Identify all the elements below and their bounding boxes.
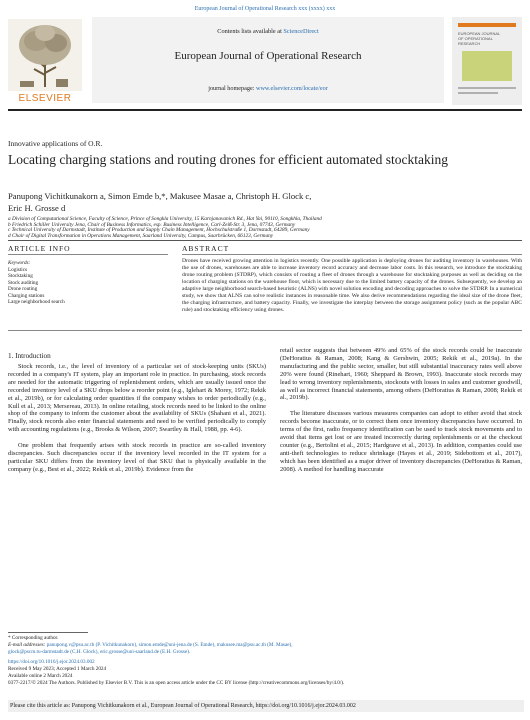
article-info-rule — [8, 254, 168, 255]
left-column — [8, 363, 266, 474]
homepage-link[interactable]: www.elsevier.com/locate/eor — [256, 85, 328, 92]
available-online: Available online 2 March 2024 — [8, 672, 73, 679]
cover-title-line: OF OPERATIONAL — [458, 36, 493, 41]
affiliation-b: b Friedrich Schiller University Jena, Chair of Business Informatics, esp. Business Intelligence, Carl-Zeiß-Str. 3, Jena, 07743, Germany — [8, 221, 296, 228]
journal-name: European Journal of Operational Research — [174, 50, 362, 62]
homepage-prefix: journal homepage: — [208, 85, 256, 92]
intro-paragraph: The literature discusses various measures companies can adopt to either avoid that stock records become inaccurate, or to correct them once inventory discrepancies have occurred. In terms of the first, radio frequency identification can be used to track stock movements and to avoid that items get lost or are treated incorrectly during replenishments or at the checkout counter (e.g., Bertolini et al., 2015; Hardgrave et al., 2013). In addition, companies could use anti-theft technologies to reduce shrinkage (Hayes et al., 2019; Sidebottom et al., 2017), which has been identified as a major driver of inventory discrepancies (DeHoratius & Raman, 2008). A method for handling inaccurate — [280, 410, 522, 473]
affiliation-rule — [8, 240, 522, 241]
elsevier-tree-icon — [6, 17, 84, 105]
corresponding-author-note: * Corresponding author. — [8, 635, 59, 641]
article-section-label: Innovative applications of O.R. — [8, 139, 103, 148]
keywords-label: Keywords: — [8, 260, 31, 266]
article-title: Locating charging stations and routing drones for efficient automated stocktaking — [8, 152, 449, 167]
journal-cover — [452, 17, 522, 105]
running-header: European Journal of Operational Research xxx (xxxx) xxx — [194, 6, 336, 12]
keyword: Stocktaking — [8, 273, 33, 280]
keyword: Charging stations — [8, 292, 45, 299]
email-addresses[interactable]: panupong.v@psu.ac.th (P. Vichitkunakorn), simon.emde@uni-jena.de (S. Emde), makusee.ma@psu.ac.th (M. Masae), — [46, 641, 293, 648]
keyword: Drone routing — [8, 286, 38, 293]
affiliation-c: c Technical University of Darmstadt, Institute of Production and Supply Chain Management, Hochschulstraße 1, Darmstadt, 64289, Germany — [8, 227, 310, 233]
copyright-line: 0377-2217/© 2024 The Authors. Published by Elsevier B.V. This is an open access article under the CC BY license (http://creativecommons.org/licenses/by/4.0/). — [8, 679, 345, 686]
article-info-heading: ARTICLE INFO — [8, 244, 71, 253]
keyword: Large neighborhood search — [8, 299, 65, 306]
intro-paragraph: One problem that frequently arises with stock records in practice are so-called inventory discrepancies. Such discrepancies occur if the inventory level recorded in the IT system for a particular SKU differs from the inventory level of that SKU that is physically available in the company (e.g., Best et al., 2022; Rekik et al., 2019b). Evidence from the — [8, 442, 266, 473]
footnotes — [8, 635, 522, 687]
contents-prefix: Contents lists available at — [217, 28, 284, 35]
abstract-rule — [182, 254, 522, 255]
abstract-bottom-rule — [8, 330, 522, 331]
intro-paragraph: Stock records, i.e., the level of inventory of a particular set of stock-keeping units (SKUs) recorded in a company's IT system, play an important role in practice. In purchasing, stock records are needed for the automatic triggering of replenishment orders, which are usually issued once the recorded inventory level of a SKU drops below a reorder point (e.g., Iglehart & Morey, 1972; Rekik et al., 2019b), or for calculating order quantities if the company wishes to order periodically (e.g., Kull et al., 2013; Mersereau, 2013). In online retailing, stock records need to be linked to the online shop of the company to inform the customer about the availability of SKUs (Shahani et al., 2021). Finally, stock records also enter financial statements and need to be verified periodically to comply with accounting regulations (e.g., Brooks & Wilson, 2007; Swartley & Hall, 1988, pp. 4-6). — [8, 363, 266, 434]
citation-bar: Please cite this article as: Panupong Vichitkunakorn et al., European Journal of Operational Research, https://doi.org/10.1016/j.ejor.2024.03.002 — [8, 700, 524, 712]
author-line: Panupong Vichitkunakorn a, Simon Emde b,*, Makusee Masae a, Christoph H. Glock c, — [8, 191, 312, 201]
elsevier-logo — [6, 17, 84, 105]
abstract-text: Drones have received growing attention in logistics recently. One possible application is deploying drones for auditing inventory in warehouses. With the use of drones, warehouses are able to increase inventory record accuracy and decrease labor costs. In this research, we introduce the stocktaking drone routing problem (STDRP), which consists of routing a fleet of drones through a warehouse for stocktaking purposes as well as deciding on the location of charging stations on the warehouse floor, which is necessary due to the limited battery capacity of the drones. Subsequently, we develop an adaptive large neighborhood search-based heuristic (ALNS) with novel solution encoding and decoding approaches to solve the STDRP. In a numerical study, we show that ALNS can solve realistic instances in reasonable time. We also derive recommendations regarding the ideal size of the drone fleet, the charging infrastructure, and battery capacity. Finally, we investigate the interplay between the storage assignment policy (such as the popular ABC rule) and stocktaking efficiency using drones. — [182, 258, 522, 314]
author-line: Eric H. Grosse d — [8, 203, 66, 213]
keyword: Stock auditing — [8, 279, 39, 286]
right-column — [280, 347, 522, 474]
cover-title-line: RESEARCH — [458, 41, 481, 46]
abstract-heading: ABSTRACT — [182, 244, 230, 253]
email-addresses-cont[interactable]: glock@pscm.tu-darmstadt.de (C.H. Glock), eric.grosse@uni-saarland.de (E.H. Grosse). — [8, 648, 191, 655]
affiliation-d: d Chair of Digital Transformation in Operations Management, Saarland University, Campus, Saarbrücken, 66123, Germany — [8, 232, 274, 239]
elsevier-wordmark: ELSEVIER — [18, 93, 72, 104]
footnote-rule — [8, 632, 88, 633]
cover-graphic — [462, 51, 512, 81]
author-list — [8, 190, 428, 214]
contents-line — [92, 28, 444, 35]
affiliation-a: a Division of Computational Science, Faculty of Science, Prince of Songkla University, 15 Karnjanavanich Rd., Hat Yai, 90110, Songkhla, Thailand — [8, 216, 322, 222]
cover-title-line: EUROPEAN JOURNAL — [458, 31, 501, 36]
received-dates: Received 9 May 2023; Accepted 1 March 2024 — [8, 666, 107, 673]
header-rule — [8, 109, 522, 111]
email-label: E-mail addresses: — [8, 641, 46, 648]
homepage-line — [92, 85, 444, 92]
keyword: Logistics — [8, 267, 28, 273]
sciencedirect-link[interactable]: ScienceDirect — [283, 28, 319, 35]
introduction-heading: 1. Introduction — [8, 352, 51, 360]
intro-paragraph: retail sector suggests that between 49% and 65% of the stock records could be inaccurate (DeHoratius & Raman, 2008; Kang & Gershwin, 2005; Rekik et al., 2019a). In the manufacturing and the public sector, smaller, but still substantial inaccuracy rates well above 20% were found (Rinehart, 1960; Sheppard & Brown, 1993). Inaccurate stock records may lead to wrong inventory replenishments, stockouts with losses in sales and customer goodwill, as well as incorrect financial statements, among others (DeHoratius & Raman, 2008; Rekik et al., 2019b). — [280, 347, 522, 402]
keywords-list — [8, 267, 173, 305]
doi-link[interactable]: https://doi.org/10.1016/j.ejor.2024.03.002 — [8, 659, 95, 666]
